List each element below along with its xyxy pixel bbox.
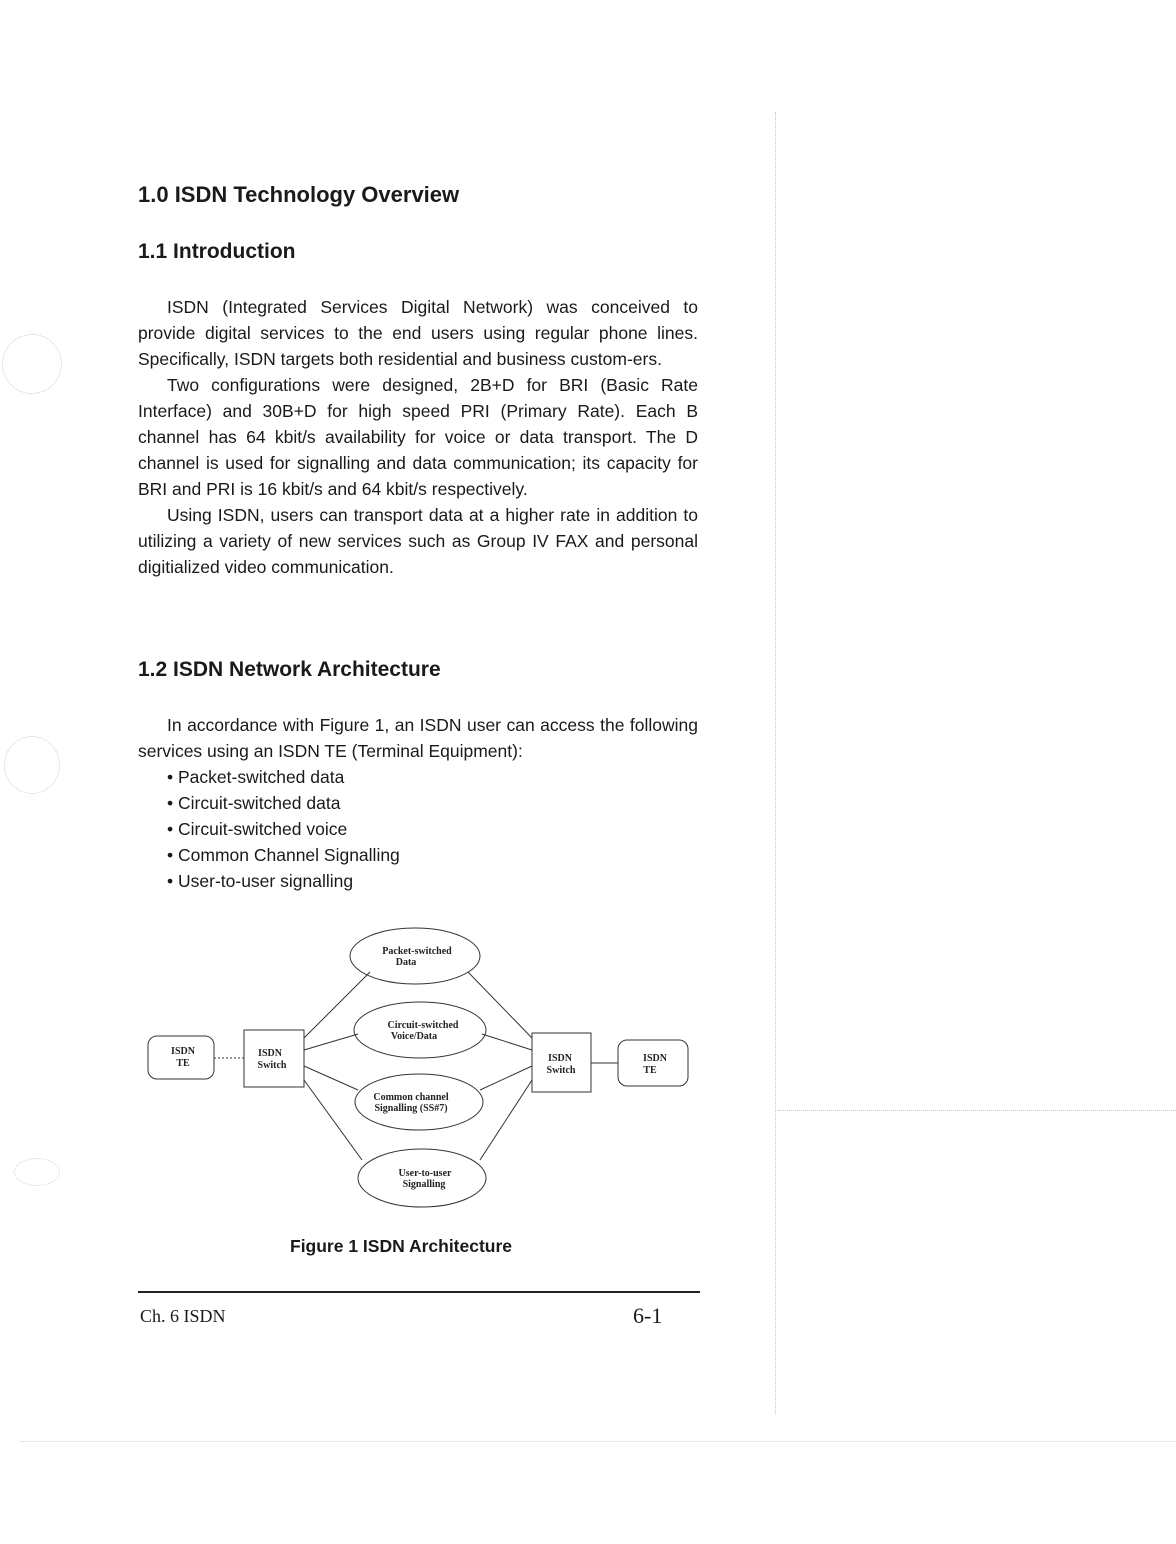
node-label: Switch bbox=[546, 1065, 576, 1076]
paragraph: In accordance with Figure 1, an ISDN user can access the following services using an ISDN TE (Terminal Equipment): bbox=[138, 715, 698, 761]
node-label: Signalling (SS#7) bbox=[374, 1103, 448, 1114]
link-common bbox=[304, 1066, 358, 1090]
node-label: Common channel bbox=[373, 1092, 449, 1103]
list-item: • Packet-switched data bbox=[167, 764, 400, 790]
node-label: TE bbox=[176, 1058, 190, 1069]
paragraph: ISDN (Integrated Services Digital Network) was conceived to provide digital services to the end users using regular phone lines. Specifically, ISDN targets both residential and business custom-ers. bbox=[138, 297, 698, 369]
paragraph: Using ISDN, users can transport data at a higher rate in addition to utilizing a variety of new services such as Group IV FAX and personal digitialized video communication. bbox=[138, 505, 698, 577]
node-label: User-to-user bbox=[398, 1168, 452, 1179]
architecture-text bbox=[138, 712, 698, 764]
intro-text bbox=[138, 294, 698, 580]
link-circuit bbox=[304, 1034, 358, 1050]
node-label: ISDN bbox=[258, 1048, 282, 1059]
node-label: ISDN bbox=[171, 1046, 195, 1057]
link-circuit bbox=[482, 1034, 532, 1050]
binder-hole bbox=[2, 334, 62, 394]
node-label: ISDN bbox=[548, 1053, 572, 1064]
link-packet bbox=[304, 972, 370, 1038]
node-label: TE bbox=[643, 1065, 657, 1076]
figure-caption: Figure 1 ISDN Architecture bbox=[290, 1236, 513, 1256]
footer-chapter: Ch. 6 ISDN bbox=[140, 1306, 226, 1326]
architecture-heading: 1.2 ISDN Network Architecture bbox=[138, 658, 441, 681]
node-label: Voice/Data bbox=[390, 1031, 438, 1042]
isdn-architecture-diagram bbox=[140, 920, 700, 1220]
link-user bbox=[304, 1080, 362, 1160]
list-item: • Circuit-switched data bbox=[167, 790, 400, 816]
page-edge-line bbox=[778, 1110, 1176, 1111]
intro-heading: 1.1 Introduction bbox=[138, 240, 296, 263]
node-label: Packet-switched bbox=[382, 946, 452, 957]
page-number: 6-1 bbox=[633, 1303, 663, 1328]
footer-divider bbox=[138, 1291, 700, 1293]
list-item: • Circuit-switched voice bbox=[167, 816, 400, 842]
page-edge-line bbox=[775, 112, 776, 1414]
node-label: Circuit-switched bbox=[387, 1020, 459, 1031]
link-common bbox=[480, 1066, 532, 1090]
main-heading: 1.0 ISDN Technology Overview bbox=[138, 182, 460, 207]
link-user bbox=[480, 1080, 532, 1160]
list-item: • Common Channel Signalling bbox=[167, 842, 400, 868]
node-label: Signalling bbox=[402, 1179, 446, 1190]
list-item: • User-to-user signalling bbox=[167, 868, 400, 894]
node-label: ISDN bbox=[643, 1053, 667, 1064]
page-edge-line bbox=[20, 1441, 1176, 1442]
node-label: Switch bbox=[257, 1060, 287, 1071]
binder-hole bbox=[14, 1158, 60, 1186]
services-list bbox=[167, 764, 400, 894]
link-packet bbox=[468, 972, 532, 1038]
paragraph: Two configurations were designed, 2B+D for BRI (Basic Rate Interface) and 30B+D for high speed PRI (Primary Rate). Each B channel has 64 kbit/s availability for voice or data transport. The D channel is used for signalling and data communication; its capacity for BRI and PRI is 16 kbit/s and 64 kbit/s respectively. bbox=[138, 375, 698, 499]
node-label: Data bbox=[395, 957, 417, 968]
binder-hole bbox=[4, 736, 60, 794]
